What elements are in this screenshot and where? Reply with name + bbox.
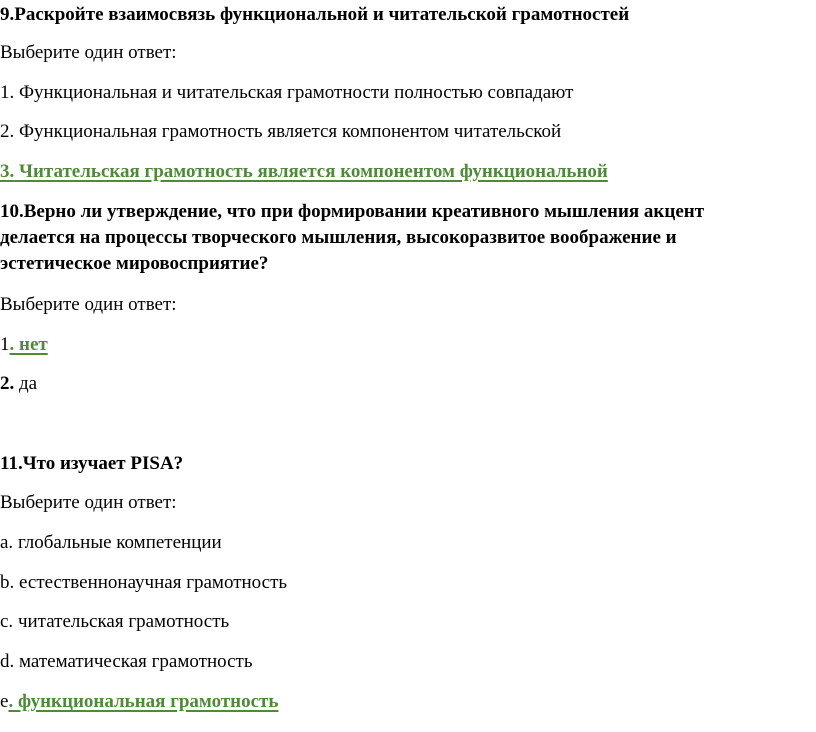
question-11-option-e-correct[interactable] xyxy=(0,691,278,713)
question-11-option-d[interactable] xyxy=(0,651,252,673)
question-9-option-2[interactable] xyxy=(0,121,561,143)
option-marker: 3. xyxy=(0,161,15,182)
option-marker: 2. xyxy=(0,373,15,394)
question-10-title-line-3: эстетическое мировосприятие? xyxy=(0,253,269,274)
question-10-option-1-correct[interactable] xyxy=(0,334,48,356)
question-11-prompt: Выберите один ответ: xyxy=(0,492,177,513)
option-marker: e xyxy=(0,691,9,712)
option-text: Читательская грамотность является компонентом функциональной xyxy=(14,161,608,182)
question-10-title xyxy=(0,199,800,277)
option-marker: 2. xyxy=(0,121,15,142)
question-9-prompt: Выберите один ответ: xyxy=(0,42,177,63)
option-text: глобальные компетенции xyxy=(13,532,222,553)
question-10-title-line-2: делается на процессы творческого мышления, высокоразвитое воображение и xyxy=(0,227,677,248)
option-text: Функциональная грамотность является компонентом читательской xyxy=(14,121,562,142)
option-text: естественнонаучная грамотность xyxy=(14,572,288,593)
question-11-option-b[interactable] xyxy=(0,572,287,594)
option-text: математическая грамотность xyxy=(14,651,253,672)
option-marker: c. xyxy=(0,611,14,632)
question-11-option-c[interactable] xyxy=(0,611,229,633)
question-9-title xyxy=(0,4,629,26)
option-text: да xyxy=(14,373,38,394)
question-10-option-2[interactable] xyxy=(0,373,37,395)
option-marker: 1. xyxy=(0,82,15,103)
question-9-option-3-correct[interactable] xyxy=(0,161,608,183)
question-9-option-1[interactable] xyxy=(0,82,573,104)
option-text: . функциональная грамотность xyxy=(8,691,279,712)
option-text: Функциональная и читательская грамотности полностью совпадают xyxy=(14,82,574,103)
option-text: читательская грамотность xyxy=(13,611,230,632)
option-marker: a. xyxy=(0,532,14,553)
question-9-text: Раскройте взаимосвязь функциональной и читательской грамотностей xyxy=(14,4,630,25)
option-marker: 1 xyxy=(0,334,10,355)
question-11-option-a[interactable] xyxy=(0,532,222,554)
question-10-prompt: Выберите один ответ: xyxy=(0,294,177,315)
option-text: . нет xyxy=(9,334,48,355)
question-9-number: 9. xyxy=(0,4,15,25)
question-10-title-line-1: 10.Верно ли утверждение, что при формировании креативного мышления акцент xyxy=(0,201,705,222)
question-11-title: 11.Что изучает PISA? xyxy=(0,453,184,474)
option-marker: d. xyxy=(0,651,15,672)
option-marker: b. xyxy=(0,572,15,593)
